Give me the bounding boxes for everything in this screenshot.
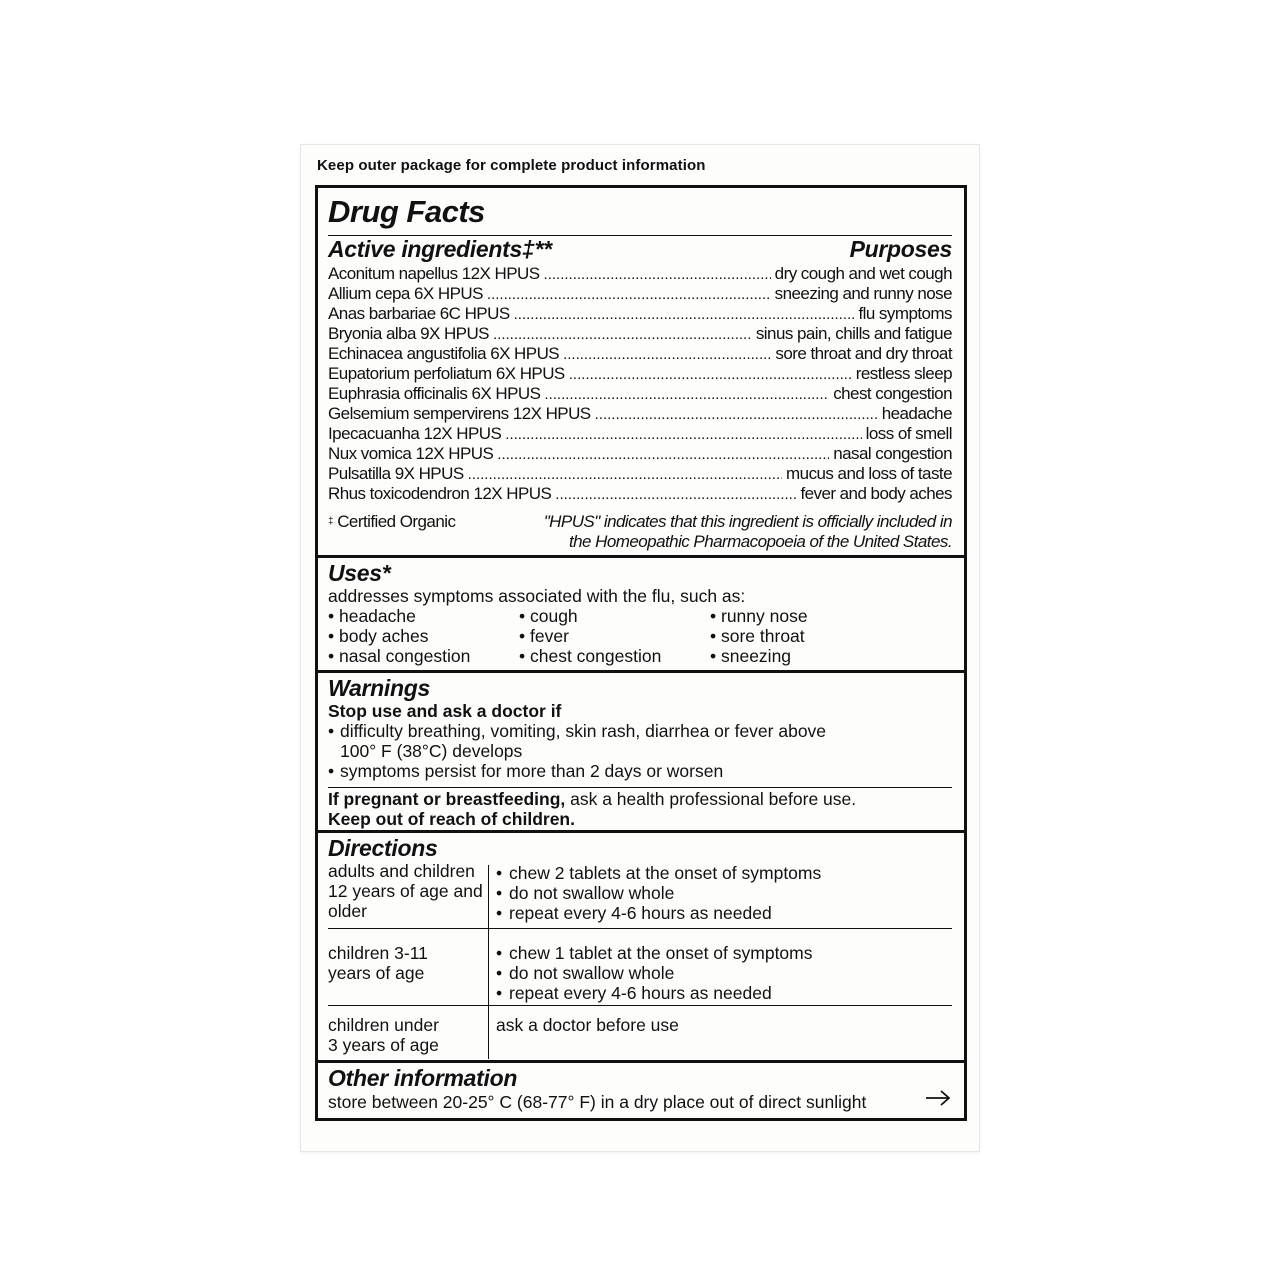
ingredient-purpose: sore throat and dry throat	[775, 344, 952, 363]
other-information-heading: Other information	[328, 1065, 518, 1091]
arrow-right-icon	[924, 1087, 952, 1109]
ingredient-list	[328, 264, 952, 504]
double-dagger-mark: ‡	[328, 516, 334, 527]
dot-leader	[505, 425, 861, 445]
warning-list	[328, 721, 938, 781]
ingredient-name: Ipecacuanha 12X HPUS	[328, 424, 502, 443]
instruction-bullet: • do not swallow whole	[496, 883, 956, 903]
ingredient-row	[328, 464, 952, 484]
list-item: • headache	[328, 606, 416, 626]
age-group-line: adults and children	[328, 861, 475, 881]
ingredient-purpose: dry cough and wet cough	[774, 264, 952, 283]
list-item: • fever	[519, 626, 569, 646]
pregnancy-warning	[328, 789, 856, 809]
ingredient-row	[328, 284, 952, 304]
uses-intro: addresses symptoms associated with the flu, such as:	[328, 586, 746, 606]
drug-facts-card	[300, 144, 980, 1152]
ingredient-purpose: headache	[881, 404, 952, 423]
ingredient-row	[328, 404, 952, 424]
ingredient-purpose: mucus and loss of taste	[786, 464, 952, 483]
hpus-note	[482, 512, 952, 552]
directions-instructions	[496, 943, 956, 1003]
ingredient-row	[328, 264, 952, 284]
purposes-heading: Purposes	[849, 236, 952, 262]
header-note: Keep outer package for complete product information	[317, 157, 706, 174]
instruction-bullet: • chew 1 tablet at the onset of symptoms	[496, 943, 956, 963]
ingredient-name: Eupatorium perfoliatum 6X HPUS	[328, 364, 565, 383]
other-information-section	[318, 1063, 964, 1118]
warning-bullet-1-line-2: 100° F (38°C) develops	[340, 741, 523, 761]
list-item: • body aches	[328, 626, 429, 646]
pregnancy-warning-bold: If pregnant or breastfeeding,	[328, 789, 566, 809]
dot-leader	[487, 285, 771, 305]
stop-use-heading: Stop use and ask a doctor if	[328, 701, 562, 721]
instruction-text: ask a doctor before use	[496, 1015, 679, 1035]
list-item: • chest congestion	[519, 646, 662, 666]
instruction-bullet: • do not swallow whole	[496, 963, 956, 983]
warning-bullet-1	[328, 721, 938, 761]
directions-section	[318, 833, 964, 1063]
ingredient-name: Pulsatilla 9X HPUS	[328, 464, 464, 483]
age-group-line: children under	[328, 1015, 439, 1035]
ingredient-name: Nux vomica 12X HPUS	[328, 444, 494, 463]
warning-bullet-1-line-1: • difficulty breathing, vomiting, skin rash, diarrhea or fever above	[340, 721, 827, 741]
ingredient-purpose: loss of smell	[865, 424, 952, 443]
ingredient-purpose: nasal congestion	[833, 444, 952, 463]
certified-organic-label: Certified Organic	[337, 512, 456, 531]
warnings-section	[318, 673, 964, 833]
ingredient-row	[328, 384, 952, 404]
ingredient-name: Anas barbariae 6C HPUS	[328, 304, 510, 323]
instruction-bullet: • chew 2 tablets at the onset of symptoms	[496, 863, 956, 883]
list-item: • cough	[519, 606, 578, 626]
ingredient-name: Bryonia alba 9X HPUS	[328, 324, 489, 343]
dot-leader	[555, 485, 796, 505]
warning-bullet-2: • symptoms persist for more than 2 days or worsen	[328, 761, 938, 781]
ingredient-purpose: flu symptoms	[858, 304, 952, 323]
directions-instructions	[496, 863, 956, 923]
dot-leader	[563, 345, 771, 365]
ingredient-purpose: sneezing and runny nose	[774, 284, 952, 303]
dot-leader	[595, 405, 878, 425]
active-ingredients-heading: Active ingredients‡**	[328, 236, 552, 262]
list-item: • nasal congestion	[328, 646, 471, 666]
directions-instructions	[496, 1015, 956, 1035]
drug-facts-title: Drug Facts	[328, 194, 485, 229]
directions-row-children-under-3	[328, 1007, 952, 1057]
warnings-heading: Warnings	[328, 675, 430, 701]
ingredient-row	[328, 324, 952, 344]
hpus-note-line-2: the Homeopathic Pharmacopoeia of the United States.	[568, 532, 952, 551]
age-group-line: 12 years of age and	[328, 881, 483, 901]
keep-out-of-reach: Keep out of reach of children.	[328, 809, 575, 829]
age-group-line: 3 years of age	[328, 1035, 439, 1055]
directions-row-adults	[328, 861, 952, 929]
warnings-divider	[328, 787, 952, 788]
dot-leader	[514, 305, 855, 325]
directions-heading: Directions	[328, 835, 438, 861]
uses-list	[328, 606, 928, 666]
ingredient-purpose: restless sleep	[855, 364, 952, 383]
ingredient-purpose: fever and body aches	[800, 484, 952, 503]
ingredient-row	[328, 344, 952, 364]
dot-leader	[468, 465, 782, 485]
ingredient-row	[328, 424, 952, 444]
storage-instructions: store between 20-25° C (68-77° F) in a dry place out of direct sunlight	[328, 1092, 867, 1112]
directions-age-group	[328, 861, 488, 921]
drug-facts-panel	[315, 185, 967, 1121]
instruction-bullet: • repeat every 4-6 hours as needed	[496, 903, 956, 923]
directions-row-children-3-11	[328, 931, 952, 1006]
ingredient-purpose: chest congestion	[833, 384, 952, 403]
ingredient-name: Echinacea angustifolia 6X HPUS	[328, 344, 560, 363]
ingredient-row	[328, 364, 952, 384]
age-group-line: older	[328, 901, 367, 921]
ingredient-row	[328, 304, 952, 324]
directions-age-group	[328, 943, 488, 983]
list-item: • sore throat	[710, 626, 805, 646]
list-item: • sneezing	[710, 646, 792, 666]
hpus-note-line-1: "HPUS" indicates that this ingredient is officially included in	[543, 512, 952, 531]
ingredient-row	[328, 444, 952, 464]
uses-section	[318, 558, 964, 673]
certified-organic-note	[328, 512, 455, 532]
ingredient-name: Allium cepa 6X HPUS	[328, 284, 483, 303]
dot-leader	[544, 385, 829, 405]
instruction-bullet: • repeat every 4-6 hours as needed	[496, 983, 956, 1003]
dot-leader	[569, 365, 852, 385]
directions-age-group	[328, 1015, 488, 1055]
age-group-line: years of age	[328, 963, 425, 983]
uses-heading: Uses*	[328, 560, 391, 586]
ingredient-name: Euphrasia officinalis 6X HPUS	[328, 384, 541, 403]
list-item: • runny nose	[710, 606, 808, 626]
dot-leader	[544, 265, 771, 285]
active-ingredients-section	[318, 188, 964, 558]
dot-leader	[497, 445, 829, 465]
ingredient-name: Aconitum napellus 12X HPUS	[328, 264, 540, 283]
age-group-line: children 3-11	[328, 943, 428, 963]
ingredient-name: Gelsemium sempervirens 12X HPUS	[328, 404, 591, 423]
ingredient-name: Rhus toxicodendron 12X HPUS	[328, 484, 552, 503]
dot-leader	[493, 325, 752, 345]
ingredient-row	[328, 484, 952, 504]
ingredient-purpose: sinus pain, chills and fatigue	[755, 324, 952, 343]
pregnancy-warning-rest: ask a health professional before use.	[565, 789, 857, 809]
